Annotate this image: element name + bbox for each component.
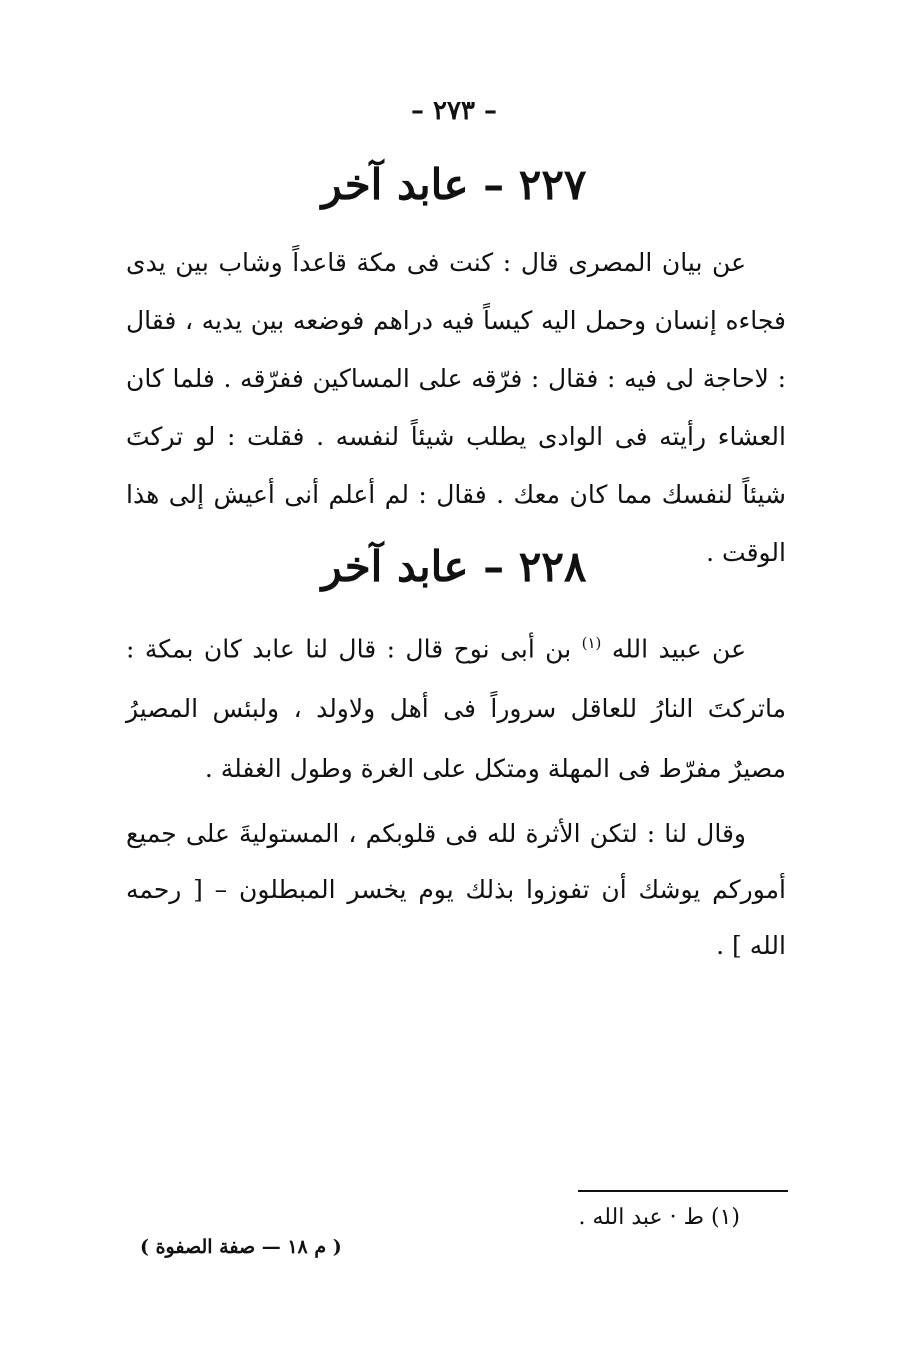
entry-228-paragraph-2 [126, 806, 786, 974]
book-signature: ( م ١٨ — صفة الصفوة ) [140, 1236, 342, 1258]
footnote-divider [578, 1190, 788, 1192]
entry-228-text-2: وقال لنا : لتكن الأثرة لله فى قلوبكم ، المستوليةَ على جميع أموركم يوشك أن تفوزوا بذلك يوم يخسر المبطلون – [ رحمه الله ] . [126, 819, 786, 960]
entry-title-228: ٢٢٨ – عابد آخر [321, 542, 587, 591]
footnote: (١) ط · عبد الله . [578, 1205, 740, 1230]
entry-227-paragraph [126, 234, 786, 582]
footnote-marker: (١) [581, 634, 602, 652]
entry-228-text-start: عن عبيد الله [611, 634, 747, 664]
entry-228-paragraph-1 [126, 613, 786, 799]
entry-227-text: عن بيان المصرى قال : كنت فى مكة قاعداً وشاب بين يدى فجاءه إنسان وحمل اليه كيساً فيه دراهم فوضعه بين يديه ، فقال : لاحاجة لى فيه : فقال : فرّقه على المساكين ففرّقه . فلما كان العشاء رأيته فى الوادى يطلب شيئاً لنفسه . فقلت : لو تركتَ شيئاً لنفسك مما كان معك . فقال : لم أعلم أنى أعيش إلى هذا الوقت . [126, 248, 786, 567]
entry-title-227: ٢٢٧ – عابد آخر [321, 160, 587, 209]
entry-228-text-rest: بن أبى نوح قال : قال لنا عابد كان بمكة : ماتركتَ النارُ للعاقل سروراً فى أهل ولاولد ، ولبئس المصيرُ مصيرٌ مفرّط فى المهلة ومتكل على الغرة وطول الغفلة . [126, 634, 786, 784]
page-number: – ٢٧٣ – [410, 96, 498, 126]
